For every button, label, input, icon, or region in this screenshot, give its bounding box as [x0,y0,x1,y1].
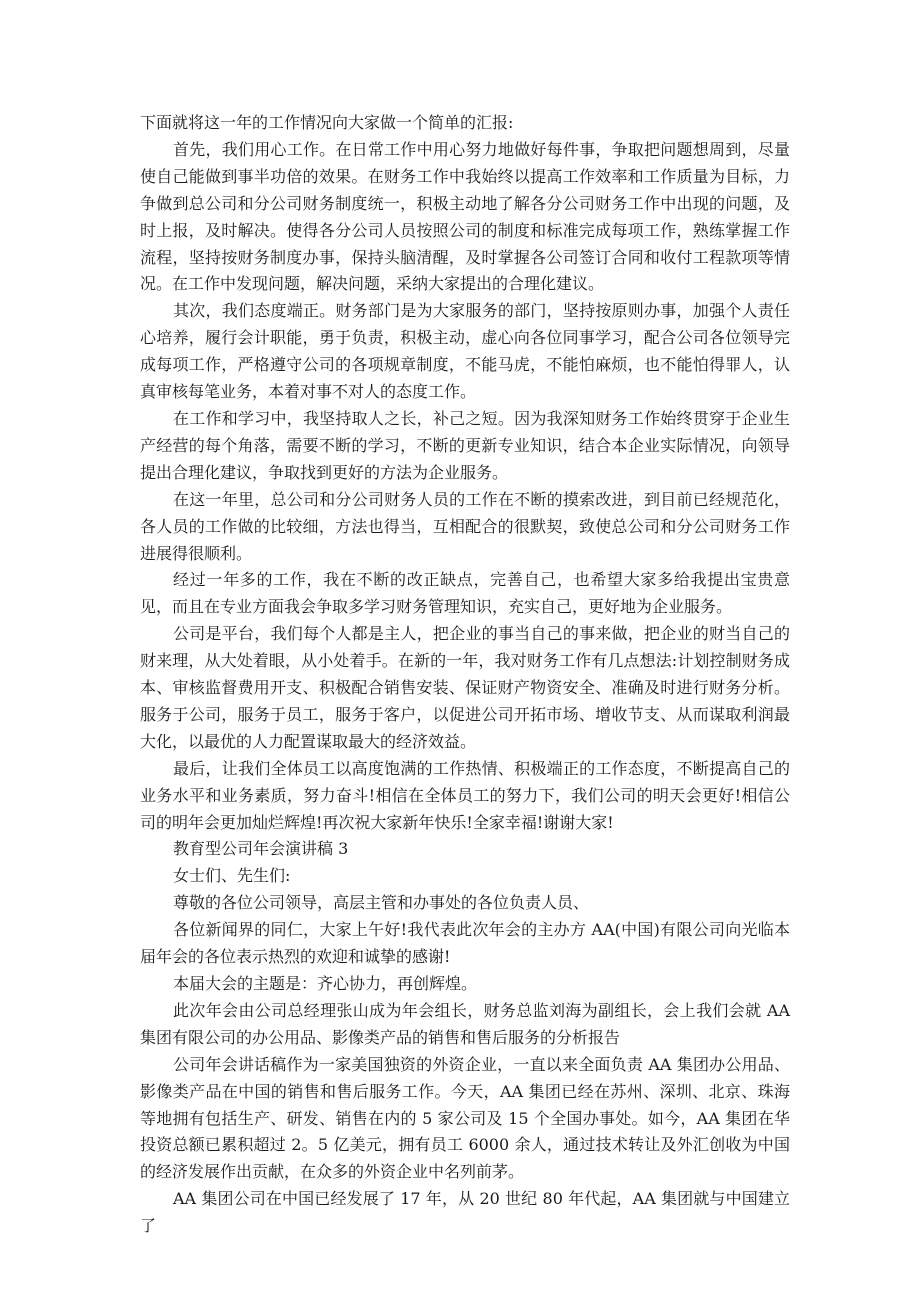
paragraph-year-review: 在这一年里，总公司和分公司财务人员的工作在不断的摸索改进，到目前已经规范化，各人员的工作做的比较细，方法也得当，互相配合的很默契，致使总公司和分公司财务工作进展得很顺利。 [140,489,790,563]
paragraph-address-leaders: 尊敬的各位公司领导，高层主管和办事处的各位负责人员、 [173,893,590,913]
paragraph-intro: 下面就将这一年的工作情况向大家做一个简单的汇报: [140,113,514,132]
paragraph-organizers: 此次年会由公司总经理张山成为年会组长，财务总监刘海为副组长，会上我们会就 AA集团有限公司的办公用品、影像类产品的销售和售后服务的分析报告 [140,1000,790,1047]
paragraph-plans: 公司是平台，我们每个人都是主人，把企业的事当自己的事来做，把企业的财当自己的财来理，从大处着眼，从小处着手。在新的一年，我对财务工作有几点想法:计划控制财务成本、审核监督费用开支、积极配合销售安装、保证财产物资安全、准确及时进行财务分析。服务于公司，服务于员工，服务于客户，以促进公司开拓市场、增收节支、从而谋取利润最大化，以最优的人力配置谋取最大的经济效益。 [140,624,790,751]
paragraph-attitude-correct: 其次，我们态度端正。财务部门是为大家服务的部门，坚持按原则办事，加强个人责任心培养，履行会计职能，勇于负责，积极主动，虚心向各位同事学习，配合公司各位领导完成每项工作，严格遵守公司的各项规章制度，不能马虎，不能怕麻烦，也不能怕得罪人，认真审核每笔业务，本着对事不对人的态度工作。 [140,301,790,402]
paragraph-learning: 在工作和学习中，我坚持取人之长，补己之短。因为我深知财务工作始终贯穿于企业生产经营的每个角落，需要不断的学习，不断的更新专业知识，结合本企业实际情况，向领导提出合理化建议，争取找到更好的方法为企业服务。 [140,408,790,482]
paragraph-theme: 本届大会的主题是：齐心协力，再创辉煌。 [173,974,478,993]
paragraph-welcome: 各位新闻界的同仁，大家上午好!我代表此次年会的主办方 AA(中国)有限公司向光临本届年会的各位表示热烈的欢迎和诚挚的感谢! [140,920,790,967]
paragraph-company-intro: 公司年会讲话稿作为一家美国独资的外资企业，一直以来全面负责 AA 集团办公用品、影像类产品在中国的销售和售后服务工作。今天，AA 集团已经在苏州、深圳、北京、珠海等地拥有包括生产、研发、销售在内的 5 家公司及 15 个全国办事处。如今，AA 集团在华投资总额已累积超过 2。5 亿美元，拥有员工 6000 余人，通过技术转让及外汇创收为中国的经济发展作出贡献，在众多的外资企业中名列前茅。 [140,1054,790,1182]
document-body [140,110,790,1240]
paragraph-attitude-work: 首先，我们用心工作。在日常工作中用心努力地做好每件事，争取把问题想周到，尽量使自己能做到事半功倍的效果。在财务工作中我始终以提高工作效率和工作质量为目标，力争做到总公司和分公司财务制度统一，积极主动地了解各分公司财务工作中出现的问题，及时上报，及时解决。使得各分公司人员按照公司的制度和标准完成每项工作，熟练掌握工作流程，坚持按财务制度办事，保持头脑清醒，及时掌握各公司签订合同和收付工程款项等情况。在工作中发现问题，解决问题，采纳大家提出的合理化建议。 [140,139,790,294]
paragraph-greeting: 女士们、先生们: [173,866,291,886]
paragraph-closing: 最后，让我们全体员工以高度饱满的工作热情、积极端正的工作态度，不断提高自己的业务水平和业务素质，努力奋斗!相信在全体员工的努力下，我们公司的明天会更好!相信公司的明年会更加灿烂辉煌!再次祝大家新年快乐!全家幸福!谢谢大家! [140,758,790,832]
section-heading: 教育型公司年会演讲稿 3 [173,839,349,859]
paragraph-improvement: 经过一年多的工作，我在不断的改正缺点，完善自己，也希望大家多给我提出宝贵意见，而且在专业方面我会争取多学习财务管理知识，充实自己，更好地为企业服务。 [140,570,790,617]
paragraph-company-history: AA 集团公司在中国已经发展了 17 年，从 20 世纪 80 年代起，AA 集团就与中国建立了 [140,1189,790,1236]
